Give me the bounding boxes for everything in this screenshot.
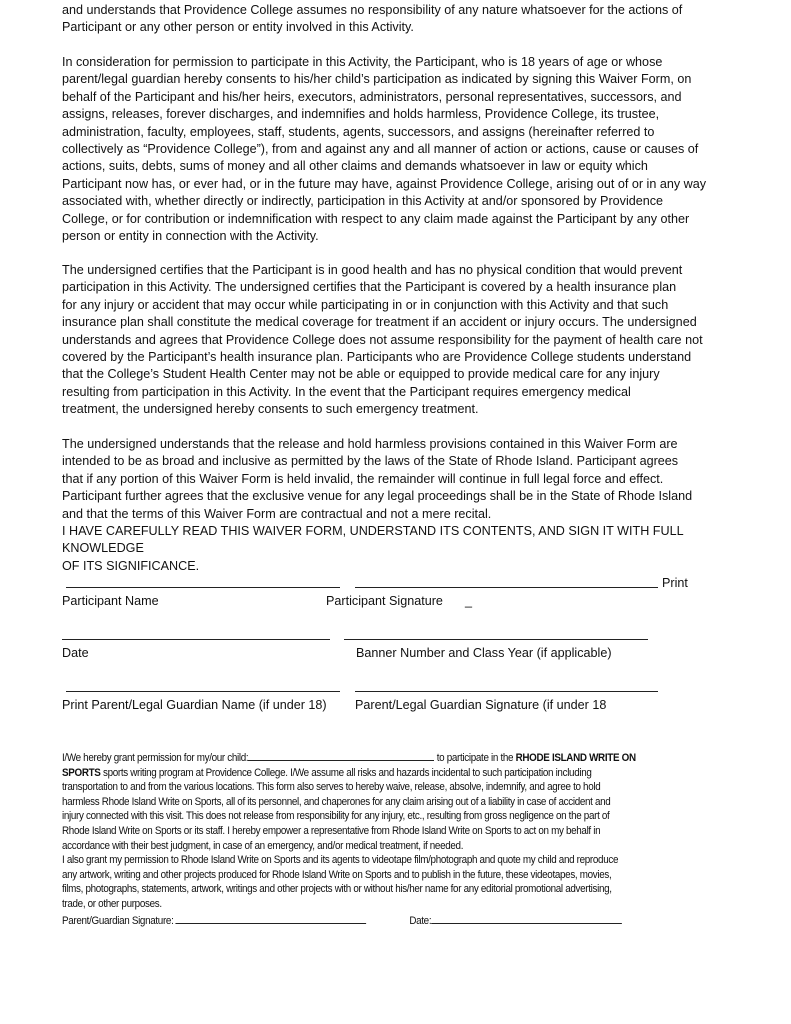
waiver-paragraph-0: and understands that Providence College assumes no responsibility of any nature whatsoever for the actions of Participant or any other person or entity involved in this Activity. xyxy=(62,3,683,35)
print-label: Print xyxy=(662,576,688,590)
participant-name-line[interactable] xyxy=(66,587,340,588)
guardian-signature-label: Parent/Legal Guardian Signature (if under 18 xyxy=(355,698,607,712)
participant-name-label: Participant Name xyxy=(62,594,159,608)
permission-intro: I/We hereby grant permission for my/our child: xyxy=(62,752,249,764)
permission-date-blank[interactable] xyxy=(431,912,622,924)
permission-date-label: Date: xyxy=(409,914,432,927)
program-name: RHODE ISLAND WRITE ON SPORTS xyxy=(62,752,636,779)
participant-signature-label: Participant Signature xyxy=(326,594,443,608)
waiver-paragraph-governing-law: The undersigned understands that the release and hold harmless provisions contained in this Waiver Form are intended to be as broad and inclusive as permitted by the laws of the State of Rhode Island. Participant agrees that if any portion of this Waiver Form is held invalid, the remainder will continue in full legal force and effect. Participant further agrees that the exclusive venue for any legal proceedings shall be in the State of Rhode Island and that the terms of this Waiver Form are contractual and not a mere recital. I HAVE CAREFULLY READ THIS WAIVER FORM, UNDERSTAND ITS CONTENTS, AND SIGN IT WITH FULL KNOWLEDGE OF ITS SIGNIFICANCE. xyxy=(62,437,693,573)
permission-body: sports writing program at Providence College. I/We assume all risks and hazards incidental to such participation including transportation to and from the various locations. This form also serves to hereby waive, release, absolve, indemnify, and agree to hold harmless Rhode Island Write on Sports, all of its personnel, and chaperones for any claim arising out of a liability in case of accident and injury connected with this visit. This does not release from responsibility for any injury, etc., resulting from gross negligence on the part of Rhode Island Write on Sports or its staff. I hereby empower a representative from Rhode Island Write on Sports to act on my behalf in accordance with their best judgment, in case of an emergency, and/or medical treatment, if needed. I also grant my permission to Rhode Island Write on Sports and its agents to videotape film/photograph and quote my child and reproduce any artwork, writing and other projects produced for Rhode Island Write on Sports and to publish in the future, these videotapes, movies, films, photographs, statements, artwork, writings and other projects with or without his/her name for any editorial promotional advertising, trade, or other purposes. xyxy=(62,766,619,910)
banner-number-line[interactable] xyxy=(344,639,648,640)
guardian-signature-text: Parent/Guardian Signature: xyxy=(62,914,176,927)
banner-number-label: Banner Number and Class Year (if applicable) xyxy=(356,646,612,660)
date-line[interactable] xyxy=(62,639,330,640)
to-participate-text: to participate in the xyxy=(434,752,516,764)
stray-underscore: _ xyxy=(465,594,473,608)
waiver-paragraph-health: The undersigned certifies that the Participant is in good health and has no physical condition that would prevent participation in this Activity. The undersigned certifies that the Participant is covered by a health insurance plan for any injury or accident that may occur while participating in or in conjunction with this Activity and that such insurance plan shall constitute the medical coverage for treatment if an accident or injury occurs. The undersigned understands and agrees that Providence College does not assume responsibility for the payment of health care not covered by the Participant’s health insurance plan. Participants who are Providence College students understand that the College’s Student Health Center may not be able or equipped to provide medical care for any injury resulting from participation in this Activity. In the event that the Participant requires emergency medical treatment, the undersigned hereby consents to such emergency treatment. xyxy=(62,263,703,417)
date-label: Date xyxy=(62,646,89,660)
permission-paragraph xyxy=(62,749,685,928)
guardian-name-line[interactable] xyxy=(66,691,340,692)
child-name-line[interactable] xyxy=(248,749,434,761)
guardian-signature-line[interactable] xyxy=(355,691,658,692)
waiver-paragraph-release: In consideration for permission to participate in this Activity, the Participant, who is 18 years of age or whose parent/legal guardian hereby consents to his/her child’s participation as indicated by signing this Waiver Form, on behalf of the Participant and his/her heirs, executors, administrators, personal representatives, successors, and assigns, releases, forever discharges, and indemnifies and holds harmless, Providence College, its trustee, administration, faculty, employees, staff, students, agents, successors, and assigns (hereinafter referred to collectively as “Providence College”), from and against any and all manner of action or actions, cause or causes of actions, suits, debts, sums of money and all other claims and demands whatsoever in law or equity which Participant now has, or ever had, or in the future may have, against Providence College, arising out of or in any way associated with, whether directly or indirectly, participation in this Activity at and/or sponsored by Providence College, or for contribution or indemnification with respect to any claim made against the Participant by any other person or entity in connection with the Activity. xyxy=(62,55,707,244)
guardian-name-label: Print Parent/Legal Guardian Name (if under 18) xyxy=(62,698,327,712)
guardian-signature-blank[interactable] xyxy=(176,912,367,924)
participant-signature-line[interactable] xyxy=(355,587,658,588)
